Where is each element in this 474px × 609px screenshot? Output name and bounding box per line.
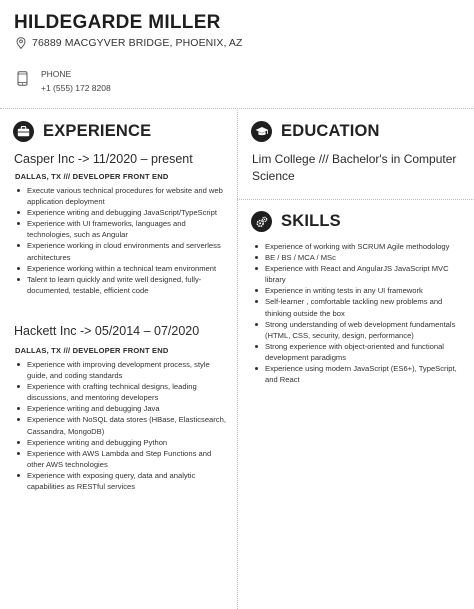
job-sub-2: DALLAS, TX /// DEVELOPER FRONT END <box>15 346 169 355</box>
experience-title: EXPERIENCE <box>43 122 152 140</box>
list-item: Execute various technical procedures for website and web application deployment <box>15 185 227 207</box>
address-row <box>16 37 243 49</box>
map-pin-icon <box>16 37 26 49</box>
list-item: BE / BS / MCA / MSc <box>253 252 463 263</box>
graduation-cap-icon <box>251 121 272 142</box>
list-item: Experience working within a technical team environment <box>15 263 227 274</box>
list-item: Experience with React and AngularJS JavaScript MVC library <box>253 263 463 285</box>
job-heading-1: Casper Inc -> 11/2020 – present <box>14 152 193 166</box>
job-bullets-1 <box>15 185 227 296</box>
list-item: Experience using modern JavaScript (ES6+), TypeScript, and React <box>253 363 463 385</box>
list-item: Experience working in cloud environments and serverless architectures <box>15 240 227 262</box>
skills-list <box>253 241 463 385</box>
skills-header <box>251 211 341 232</box>
list-item: Self-learner , comfortable tackling new problems and thinking outside the box <box>253 296 463 318</box>
experience-header <box>13 121 151 142</box>
list-item: Experience with exposing query, data and analytic capabilities as RESTful services <box>15 470 227 492</box>
phone-value: +1 (555) 172 8208 <box>41 83 111 93</box>
education-entry: Lim College /// Bachelor's in Computer Science <box>252 152 457 183</box>
phone-block <box>16 69 111 93</box>
list-item: Experience with NoSQL data stores (HBase, Elasticsearch, Cassandra, MongoDB) <box>15 414 227 436</box>
list-item: Experience of working with SCRUM Agile methodology <box>253 241 463 252</box>
address-text: 76889 MACGYVER BRIDGE, PHOENIX, AZ <box>32 37 243 49</box>
education-header <box>251 121 380 142</box>
list-item: Experience writing and debugging Java <box>15 403 227 414</box>
list-item: Experience with improving development process, style guide, and coding standards <box>15 359 227 381</box>
phone-icon <box>16 71 29 86</box>
list-item: Experience in writing tests in any UI framework <box>253 285 463 296</box>
job-bullets-2 <box>15 359 227 492</box>
right-column-divider <box>237 199 474 200</box>
list-item: Experience with AWS Lambda and Step Functions and other AWS technologies <box>15 448 227 470</box>
list-item: Experience writing and debugging JavaScript/TypeScript <box>15 207 227 218</box>
column-divider <box>237 108 238 609</box>
list-item: Experience with UI frameworks, languages and technologies, such as Angular <box>15 218 227 240</box>
education-title: EDUCATION <box>281 122 380 140</box>
skills-title: SKILLS <box>281 212 341 230</box>
phone-label: PHONE <box>41 69 72 79</box>
list-item: Experience writing and debugging Python <box>15 437 227 448</box>
list-item: Talent to learn quickly and write well designed, fully-documented, testable, efficient code <box>15 274 227 296</box>
job-sub-1: DALLAS, TX /// DEVELOPER FRONT END <box>15 172 169 181</box>
candidate-name: HILDEGARDE MILLER <box>14 12 221 33</box>
job-heading-2: Hackett Inc -> 05/2014 – 07/2020 <box>14 324 200 338</box>
list-item: Strong experience with object-oriented and functional development paradigms <box>253 341 463 363</box>
list-item: Experience with crafting technical designs, leading discussions, and mentoring developers <box>15 381 227 403</box>
gears-icon <box>251 211 272 232</box>
list-item: Strong understanding of web development fundamentals (HTML, CSS, security, design, performance) <box>253 319 463 341</box>
briefcase-icon <box>13 121 34 142</box>
